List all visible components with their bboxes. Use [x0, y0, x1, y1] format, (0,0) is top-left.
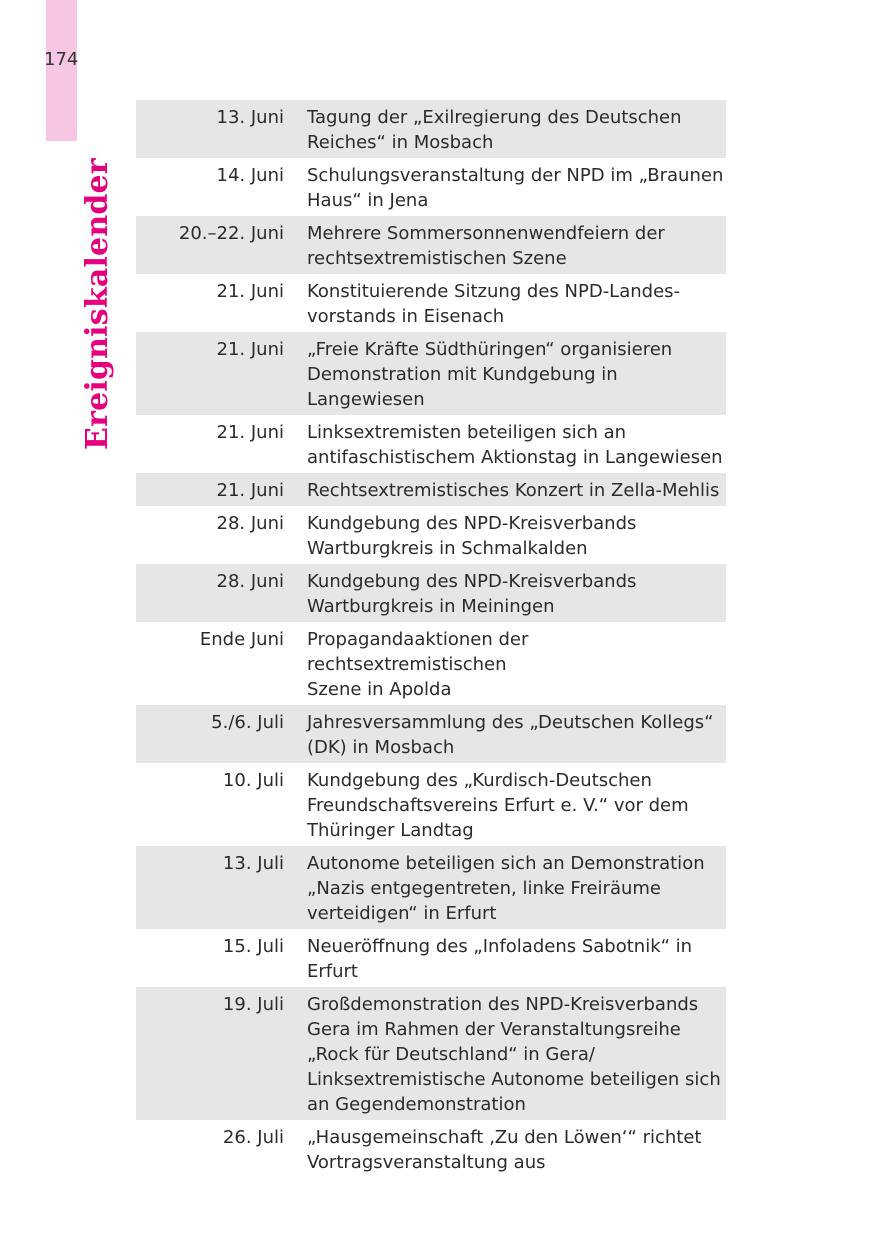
event-date: 21. Juni	[216, 422, 284, 443]
event-calendar	[136, 100, 726, 1178]
event-description	[307, 1120, 726, 1178]
event-description-line: Autonome beteiligen sich an Demonstration	[307, 853, 705, 874]
event-description	[307, 274, 726, 332]
event-description-line: Mehrere Sommersonnenwendfeiern der	[307, 223, 665, 244]
event-description-line: (DK) in Mosbach	[307, 737, 455, 758]
event-row	[136, 415, 726, 473]
event-description-line: Jahresversammlung des „Deutschen Kollegs“	[307, 712, 714, 733]
event-description-line: Thüringer Landtag	[307, 820, 474, 841]
event-description-line: vorstands in Eisenach	[307, 306, 505, 327]
event-description-line: Kundgebung des NPD-Kreisverbands	[307, 513, 637, 534]
event-row	[136, 274, 726, 332]
event-row	[136, 1120, 726, 1178]
event-date: 19. Juli	[222, 994, 284, 1015]
event-description	[307, 473, 726, 506]
event-description	[307, 100, 726, 158]
event-date: 26. Juli	[222, 1127, 284, 1148]
event-row	[136, 705, 726, 763]
event-description-line: „Freie Kräfte Südthüringen“ organisieren	[307, 339, 673, 360]
event-description	[307, 929, 726, 987]
event-date: 21. Juni	[216, 339, 284, 360]
event-description-line: rechtsextremistischen Szene	[307, 248, 567, 269]
section-color-bar	[46, 0, 77, 141]
event-description-line: „Nazis entgegentreten, linke Freiräume	[307, 878, 661, 899]
section-title: Ereigniskalender	[80, 158, 115, 450]
event-description-line: Rechtsextremistisches Konzert in Zella-Mehlis	[307, 480, 720, 501]
event-row	[136, 846, 726, 929]
event-description	[307, 506, 726, 564]
event-description	[307, 564, 726, 622]
event-description	[307, 332, 726, 415]
event-description-line: Szene in Apolda	[307, 679, 452, 700]
event-row	[136, 332, 726, 415]
event-date: 5./6. Juli	[211, 712, 284, 733]
event-date: 28. Juni	[216, 571, 284, 592]
event-row	[136, 763, 726, 846]
event-description-line: Kundgebung des „Kurdisch-Deutschen	[307, 770, 652, 791]
event-description	[307, 158, 726, 216]
event-description-line: Tagung der „Exilregierung des Deutschen	[307, 107, 682, 128]
event-date: 10. Juli	[222, 770, 284, 791]
event-description-line: Wartburgkreis in Schmalkalden	[307, 538, 588, 559]
event-description-line: Reiches“ in Mosbach	[307, 132, 494, 153]
event-date: 28. Juni	[216, 513, 284, 534]
event-row	[136, 987, 726, 1120]
event-description	[307, 987, 726, 1120]
event-date: 15. Juli	[222, 936, 284, 957]
event-row	[136, 929, 726, 987]
event-row	[136, 622, 726, 705]
event-description-line: Linksextremistische Autonome beteiligen sich	[307, 1069, 721, 1090]
event-description-line: Gera im Rahmen der Veranstaltungsreihe	[307, 1019, 681, 1040]
event-description-line: Vortragsveranstaltung aus	[307, 1152, 546, 1173]
event-description-line: Haus“ in Jena	[307, 190, 429, 211]
event-row	[136, 506, 726, 564]
event-description-line: Freundschaftsvereins Erfurt e. V.“ vor dem	[307, 795, 689, 816]
page-number: 174	[44, 49, 79, 70]
event-description-line: „Rock für Deutschland“ in Gera/	[307, 1044, 595, 1065]
event-description-line: Erfurt	[307, 961, 358, 982]
event-description-line: an Gegendemonstration	[307, 1094, 526, 1115]
event-description-line: Propagandaaktionen der rechtsextremistischen	[307, 629, 529, 675]
event-date: 21. Juni	[216, 480, 284, 501]
event-description-line: Schulungsveranstaltung der NPD im „Braunen	[307, 165, 724, 186]
event-date: Ende Juni	[199, 629, 284, 650]
event-description	[307, 415, 726, 473]
event-description-line: Konstituierende Sitzung des NPD-Landes-	[307, 281, 681, 302]
event-row	[136, 564, 726, 622]
event-description	[307, 705, 726, 763]
event-description-line: antifaschistischem Aktionstag in Langewiesen	[307, 447, 723, 468]
event-description-line: Kundgebung des NPD-Kreisverbands	[307, 571, 637, 592]
event-row	[136, 100, 726, 158]
event-description	[307, 216, 726, 274]
event-description	[307, 622, 726, 705]
event-date: 20.–22. Juni	[178, 223, 284, 244]
event-row	[136, 216, 726, 274]
event-description-line: Neueröffnung des „Infoladens Sabotnik“ in	[307, 936, 693, 957]
event-date: 21. Juni	[216, 281, 284, 302]
event-description	[307, 846, 726, 929]
event-date: 13. Juli	[222, 853, 284, 874]
event-description-line: Demonstration mit Kundgebung in	[307, 364, 618, 385]
event-description-line: Linksextremisten beteiligen sich an	[307, 422, 627, 443]
event-date: 13. Juni	[216, 107, 284, 128]
event-row	[136, 158, 726, 216]
event-description-line: Langewiesen	[307, 389, 425, 410]
event-description-line: verteidigen“ in Erfurt	[307, 903, 497, 924]
event-description-line: Wartburgkreis in Meiningen	[307, 596, 555, 617]
event-description-line: „Hausgemeinschaft ‚Zu den Löwen‘“ richtet	[307, 1127, 702, 1148]
event-date: 14. Juni	[216, 165, 284, 186]
event-row	[136, 473, 726, 506]
event-description	[307, 763, 726, 846]
event-description-line: Großdemonstration des NPD-Kreisverbands	[307, 994, 699, 1015]
